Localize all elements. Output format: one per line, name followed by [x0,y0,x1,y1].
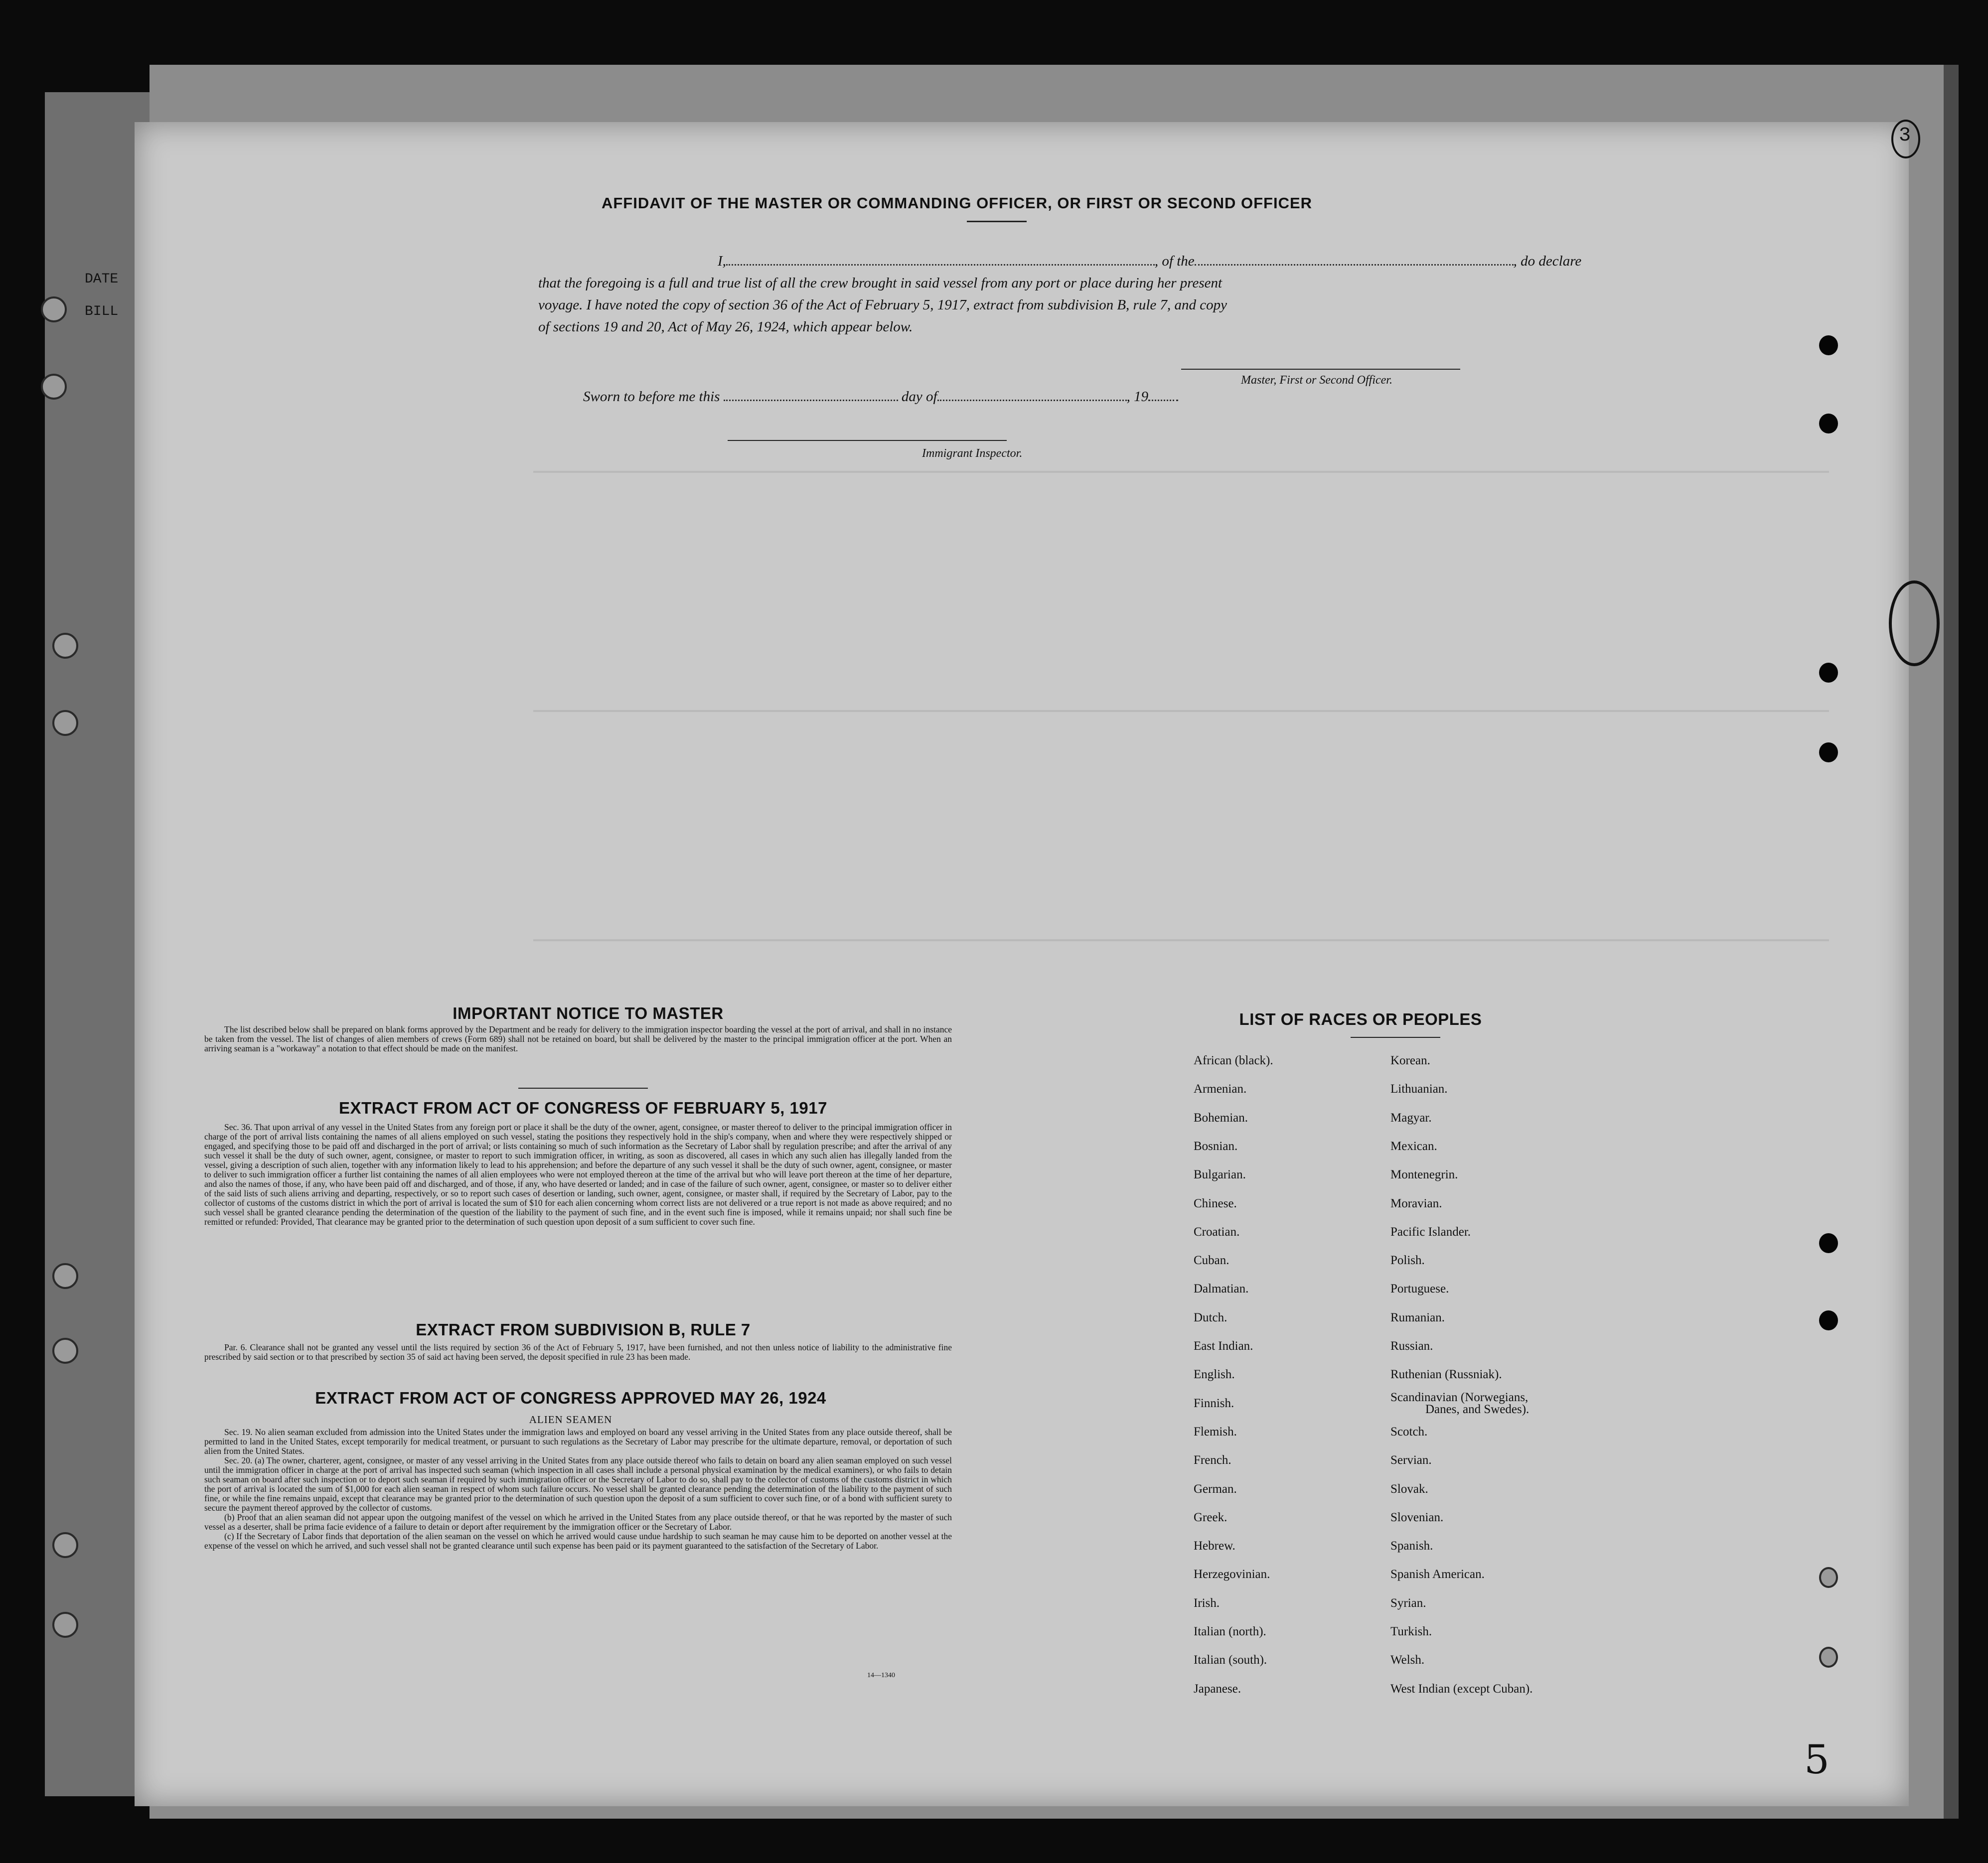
extract-1917-title: EXTRACT FROM ACT OF CONGRESS OF FEBRUARY 5, 1917 [339,1099,827,1117]
race-item: Irish. [1194,1596,1220,1610]
race-item: Hebrew. [1194,1539,1235,1553]
affidavit-line-4: of sections 19 and 20, Act of May 26, 1924, which appear below. [538,319,913,335]
punch-hole [1819,414,1838,433]
sworn-day-of: day of [901,389,937,405]
binder-hole [52,1532,78,1558]
section-rule [518,1088,648,1089]
race-item: Finnish. [1194,1396,1234,1410]
race-item: Chinese. [1194,1196,1237,1210]
handwritten-page-number: 5 [1804,1736,1830,1783]
handwritten-circle-mark [1889,580,1940,666]
race-item: Spanish American. [1390,1568,1485,1581]
inspector-label: Immigrant Inspector. [922,447,1023,460]
race-item: Cuban. [1194,1254,1229,1268]
race-item: German. [1194,1482,1237,1496]
race-item: Bosnian. [1194,1139,1238,1153]
race-item: Servian. [1390,1453,1432,1467]
sworn-month-blank[interactable] [937,400,1127,401]
race-item: Syrian. [1390,1596,1426,1610]
race-item: Italian (north). [1194,1625,1266,1638]
races-title: LIST OF RACES OR PEOPLES [1239,1010,1482,1028]
race-item: Italian (south). [1194,1653,1267,1667]
binder-hole [41,296,67,322]
affidavit-line-2: that the foregoing is a full and true list of all the crew brought in said vessel from any port or place during her present [538,275,1223,291]
notice-title: IMPORTANT NOTICE TO MASTER [453,1004,724,1022]
master-signature-line[interactable] [1181,369,1460,370]
race-item: Korean. [1390,1054,1430,1067]
punch-hole [1819,1233,1838,1253]
race-item: Portuguese. [1390,1282,1449,1296]
race-item: Scandinavian (Norwegians, [1390,1390,1529,1404]
name-blank[interactable] [726,264,1155,266]
sworn-line [583,386,1680,407]
alien-seamen-subtitle: ALIEN SEAMEN [529,1414,612,1426]
race-item: Rumanian. [1390,1310,1445,1324]
affidavit-of-the: , of the [1154,253,1195,269]
master-signature-label: Master, First or Second Officer. [1241,374,1392,387]
sec-36-paragraph: Sec. 36. That upon arrival of any vessel in the United States from any foreign port or place it shall be the duty of the owner, agent, consignee, or master thereof to deliver to the principal immigration officer in charge of the port of arrival lists containing the names of all aliens employed on such vessel, stating the positions they respectively hold in the ship's company, when and where they were respectively shipped or engaged, and specifying those to be paid off and discharged in the port of arrival; or lists containing so much of such information as the Secretary of Labor shall by regulation prescribe; and after the arrival of any such vessel it shall be the duty of such owner, agent, consignee, or master to report to such immigration officer, in writing, as soon as discovered, all cases in which any such alien has illegally landed from the vessel, giving a description of such alien, together with any information likely to lead to his apprehension; and before the departure of any such vessel it shall be the duty of such owner, agent, consignee, or master to deliver to such immigration officer a further list containing the names of all alien employees who were not employed thereon at the time of the arrival but who will leave port thereon at the time of her departure, and also the names of those, if any, who have been paid off and discharged, and of those, if any, who have deserted or landed; and in case of the failure of such owner, agent, consignee, or master so to deliver either of the said lists of such aliens arriving and departing, respectively, or so to report such cases of desertion or landing, such owner, agent, consignee, or master shall, if required by the Secretary of Labor, pay to the collector of customs of the customs district in which the port of arrival is located the sum of $10 for each alien concerning whom correct lists are not delivered or a true report is not made as above required; and no such vessel shall be granted clearance pending the determination of the question of the liability to the payment of such fine, and in the event such fine is imposed, while it remains unpaid; nor shall such fine be remitted or refunded: Provided, That clearance may be granted prior to the determination of such question upon deposit of a sum sufficient to cover such fine. [204,1122,952,1227]
binder-hole [52,633,78,659]
affidavit-i: I, [718,253,726,269]
affidavit-line-3: voyage. I have noted the copy of section 36 of the Act of February 5, 1917, extract from subdivision B, rule 7, and copy [538,297,1227,313]
sec-20b-paragraph: (b) Proof that an alien seaman did not appear upon the outgoing manifest of the vessel on which he arrived in the United States from any place outside thereof, or that he was reported by the master of such vessel as a deserter, shall be prima facie evidence of a failure to detain or deport after requirement by the immigration officer or the Secretary of Labor. [204,1512,952,1532]
race-item: Ruthenian (Russniak). [1390,1368,1502,1382]
race-item: Montenegrin. [1390,1168,1458,1182]
form-number: 14—1340 [867,1672,895,1679]
race-item: Polish. [1390,1254,1425,1268]
sworn-year: , 19 [1126,389,1149,405]
race-item: Greek. [1194,1510,1227,1524]
race-item: Lithuanian. [1390,1082,1448,1096]
binder-hole [52,1612,78,1638]
race-item: Pacific Islander. [1390,1225,1471,1239]
par-6-paragraph: Par. 6. Clearance shall not be granted any vessel until the lists required by section 36 of the Act of February 5, 1917, have been furnished, and not then unless notice of liability to the administrative fine prescribed by said section or to that prescribed by section 35 of said act having been served, the deposit specified in rule 23 has been made. [204,1342,952,1362]
show-through-line [533,939,1829,941]
extract-rule7-title: EXTRACT FROM SUBDIVISION B, RULE 7 [416,1320,751,1339]
punch-hole [1819,663,1838,683]
sec-20c-paragraph: (c) If the Secretary of Labor finds that deportation of the alien seaman on the vessel on which he arrived would cause undue hardship to such seaman he may cause him to be deported on another vessel at the expense of the vessel on which he arrived, and such vessel shall not be granted clearance until such expense has been paid or its payment guaranteed to the satisfaction of the Secretary of Labor. [204,1531,952,1551]
left-label-bill: BILL [85,304,119,319]
affidavit-title: AFFIDAVIT OF THE MASTER OR COMMANDING OFFICER, OR FIRST OR SECOND OFFICER [601,194,1313,212]
sec-19-paragraph: Sec. 19. No alien seaman excluded from admission into the United States under the immigration laws and employed on board any vessel arriving in the United States from any place outside thereof, shall be permitted to land in the United States, except temporarily for medical treatment, or pursuant to such regulations as the Secretary of Labor may prescribe for the ultimate departure, removal, or deportation of such alien from the United States. [204,1427,952,1456]
show-through-line [533,471,1829,473]
race-item: Moravian. [1390,1196,1442,1210]
affidavit-line-1 [583,251,1680,272]
race-item: Herzegovinian. [1194,1568,1270,1581]
notice-text [204,1025,952,1053]
affidavit-do-declare: , do declare [1513,253,1582,269]
show-through-line [533,710,1829,712]
sworn-year-blank[interactable] [1148,400,1178,401]
extract-1917-text [204,1123,952,1227]
race-scandinavian-continued: Danes, and Swedes). [1425,1403,1529,1416]
race-item: Flemish. [1194,1425,1237,1438]
race-item: Bohemian. [1194,1111,1248,1125]
punch-hole [1819,742,1838,762]
race-item: Mexican. [1390,1139,1437,1153]
race-item: West Indian (except Cuban). [1390,1682,1533,1696]
race-item: Bulgarian. [1194,1168,1246,1182]
race-item: Croatian. [1194,1225,1240,1239]
sec-20a-paragraph: Sec. 20. (a) The owner, charterer, agent, consignee, or master of any vessel arriving in the United States from any place outside thereof who fails to detain on board any alien seaman employed on such vessel until the immigration officer in charge at the port of arrival has inspected such seaman (which inspection in all cases shall include a personal physical examination by the medical examiners), or who fails to detain such seaman on board after such inspection or to deport such seaman if required by such immigration officer or the Secretary of Labor to do so, shall pay to the collector of customs of the customs district in which the port of arrival is located the sum of $1,000 for each alien seaman in respect of whom such failure occurs. No vessel shall be granted clearance pending the determination of the liability to the payment of such fine, or while the fine remains unpaid, except that clearance may be granted prior to the determination of such question upon the deposit of a sum sufficient to cover such fine, or of a bond with sufficient surety to secure the payment thereof approved by the collector of customs. [204,1455,952,1513]
binder-hole [52,1263,78,1289]
race-item: Japanese. [1194,1682,1241,1696]
punch-hole [1819,1310,1838,1330]
race-item: English. [1194,1368,1235,1382]
race-item: Slovenian. [1390,1510,1444,1524]
race-item: Spanish. [1390,1539,1433,1553]
race-item: Russian. [1390,1339,1433,1353]
race-item: French. [1194,1453,1231,1467]
extract-1924-text [204,1428,952,1551]
punch-hole [1819,1567,1838,1588]
inspector-signature-line[interactable] [728,440,1007,441]
race-item: Welsh. [1390,1653,1425,1667]
races-title-rule [1351,1037,1440,1038]
race-item: Slovak. [1390,1482,1428,1496]
binder-hole [52,710,78,736]
binder-hole [41,374,67,400]
binder-hole [52,1338,78,1364]
page-number-mark: 3 [1899,125,1911,147]
left-label-date: DATE [85,272,119,287]
sworn-day-blank[interactable] [724,400,898,401]
notice-paragraph: The list described below shall be prepared on blank forms approved by the Department and be ready for delivery to the immigration inspector boarding the vessel at the port of arrival, and shall in no instance be taken from the vessel. The list of changes of alien members of crews (Form 689) shall not be retained on board, but shall be delivered by the master to the principal immigration officer at the port. When an arriving seaman is a "workaway" a notation to that effect should be made on the manifest. [204,1024,952,1053]
punch-hole [1819,335,1838,355]
title-rule [967,221,1027,222]
race-item: Dutch. [1194,1310,1227,1324]
race-item: East Indian. [1194,1339,1253,1353]
race-item: Magyar. [1390,1111,1432,1125]
race-item: African (black). [1194,1054,1273,1067]
extract-1924-title: EXTRACT FROM ACT OF CONGRESS APPROVED MAY 26, 1924 [315,1389,826,1407]
vessel-blank[interactable] [1195,264,1514,266]
race-item: Scotch. [1390,1425,1428,1438]
race-item: Turkish. [1390,1625,1432,1638]
race-item: Armenian. [1194,1082,1247,1096]
sworn-start: Sworn to before me this [583,389,720,405]
punch-hole [1819,1647,1838,1668]
affidavit-page [135,122,1909,1806]
extract-rule7-text [204,1343,952,1362]
race-item: Dalmatian. [1194,1282,1249,1296]
